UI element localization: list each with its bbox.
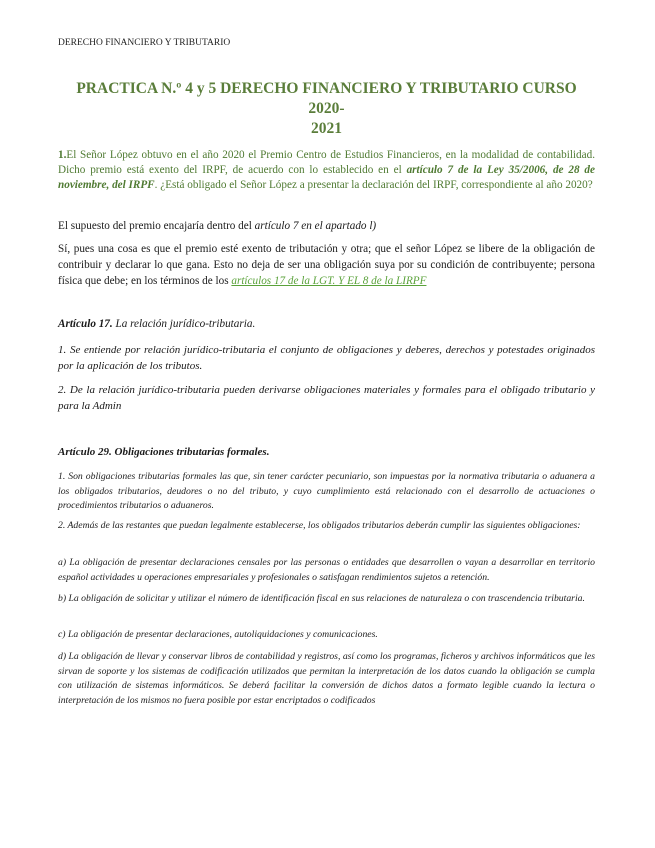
- question-number: 1.: [58, 149, 67, 161]
- title-line-2: 2021: [311, 120, 342, 137]
- article-17-title: La relación jurídico-tributaria.: [112, 318, 256, 330]
- answer-p1-text: El supuesto del premio encajaría dentro del: [58, 220, 255, 232]
- page-header: DERECHO FINANCIERO Y TRIBUTARIO: [58, 38, 231, 48]
- document-title: [58, 79, 595, 139]
- article-29-item-a: a) La obligación de presentar declaraciones censales por las personas o entidades que desarrollen o vayan a desarrollar en territorio español actividades u operaciones empresariales y profesionales o satisfagan rendimientos sujetos a retención.: [58, 557, 595, 583]
- article-29-paragraph-2: 2. Además de las restantes que puedan legalmente establecerse, los obligados tributarios deberán cumplir las siguientes obligaciones:: [58, 520, 581, 531]
- article-17-label: Artículo 17.: [58, 318, 113, 330]
- law-reference: artículo 7 de la Ley 35/2006, de 28 de noviembre, del IRPF: [58, 164, 595, 191]
- article-29-item-b: b) La obligación de solicitar y utilizar el número de identificación fiscal en sus relaciones de naturaleza o con trascendencia tributaria.: [58, 593, 585, 604]
- question-1: [58, 148, 595, 193]
- answer-p1-italic: artículo 7 en el apartado l): [254, 220, 377, 232]
- article-17-heading: [58, 318, 595, 330]
- article-17-paragraph-2: 2. De la relación jurídico-tributaria pueden derivarse obligaciones materiales y formales para el obligado tributario y para la Admin: [58, 384, 595, 412]
- answer-paragraph-2: [58, 241, 595, 289]
- article-29-item-d: d) La obligación de llevar y conservar libros de contabilidad y registros, así como los programas, ficheros y archivos informáticos que les sirvan de soporte y los sistemas de codificación utilizados que permitan la interpretación de los datos cuando la obligación se cumpla con utilización de sistemas informáticos. Se deberá facilitar la conversión de dichos datos a formato legible cuando la lectura o interpretación de los mismos no fuera posible por estar encriptados o codificados: [58, 651, 595, 706]
- articles-link[interactable]: artículos 17 de la LGT. Y EL 8 de la LIRPF: [231, 275, 427, 287]
- article-29-paragraph-1: 1. Son obligaciones tributarias formales las que, sin tener carácter pecuniario, son impuestas por la normativa tributaria o aduanera a los obligados tributarios, deudores o no del tributo, y cuyo cumplimiento está relacionado con el desarrollo de actuaciones o procedimientos tributarios o aduaneros.: [58, 471, 595, 511]
- title-line-1: PRACTICA N.º 4 y 5 DERECHO FINANCIERO Y TRIBUTARIO CURSO 2020-: [76, 80, 577, 117]
- article-17-paragraph-1: 1. Se entiende por relación jurídico-tributaria el conjunto de obligaciones y deberes, derechos y potestades originados por la aplicación de los tributos.: [58, 344, 595, 372]
- answer-paragraph-1: [58, 218, 595, 234]
- question-text-a: El Señor López obtuvo en el año 2020 el Premio Centro de Estudios Financieros, en la modalidad de contabilidad. Dicho premio está exento del IRPF, de acuerdo con lo establecido en el: [58, 149, 595, 176]
- answer-p2-text: Sí, pues una cosa es que el premio esté exento de tributación y otra; que el señor López se libere de la obligación de contribuir y declarar lo que gana. Esto no deja de ser una obligación suya por su condición de contribuyente; persona física que debe; en los términos de los: [58, 243, 595, 287]
- article-29-item-c: c) La obligación de presentar declaraciones, autoliquidaciones y comunicaciones.: [58, 629, 378, 640]
- article-29-heading: Artículo 29. Obligaciones tributarias formales.: [58, 446, 270, 458]
- question-text-b: . ¿Está obligado el Señor López a presentar la declaración del IRPF, correspondiente al año 2020?: [154, 179, 593, 191]
